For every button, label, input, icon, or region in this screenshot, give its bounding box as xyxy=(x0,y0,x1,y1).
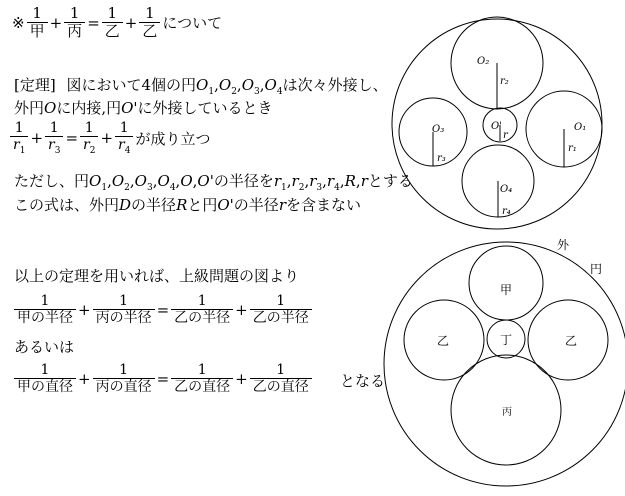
header-formula: ※ $\frac{1}{\text{甲}}$ + $\frac{1}{\text{丙}}$ = $\frac{1}{\text{乙}}$ + $\frac{1}{\text{乙}}$ について xyxy=(12,4,223,40)
label-hei: 丙 xyxy=(502,407,512,418)
label-r: r xyxy=(503,130,508,141)
label-r1: r₁ xyxy=(568,143,577,154)
label-r3: r₃ xyxy=(437,153,446,164)
label-o2: O₂ xyxy=(477,56,490,67)
label-o1: O₁ xyxy=(574,122,587,133)
frac-otsu-1: $\frac{1}{\text{乙}}$ xyxy=(102,6,123,39)
label-r2: r₂ xyxy=(500,76,509,87)
label-o4: O₄ xyxy=(500,184,513,195)
frac-r2: $\frac{1}{r_2}$ xyxy=(80,121,98,156)
header-about: について xyxy=(162,14,223,32)
theorem-line-5: この式は、外円Dの半径Rと円O'の半径rを含まない xyxy=(14,196,361,214)
frac-otsu-2: $\frac{1}{\text{乙}}$ xyxy=(139,6,160,39)
reference-mark: ※ xyxy=(12,13,25,32)
label-kou: 甲 xyxy=(500,283,513,297)
label-r4: r₄ xyxy=(502,206,511,217)
frac-hei: $\frac{1}{\text{丙}}$ xyxy=(64,6,85,39)
label-o3: O₃ xyxy=(432,124,445,135)
label-otsu-right: 乙 xyxy=(565,334,578,348)
frac-r1: $\frac{1}{r_1}$ xyxy=(10,121,28,156)
label-tei: 丁 xyxy=(500,333,513,347)
label-outer-1: 外 xyxy=(557,238,570,252)
or-text: あるいは xyxy=(14,338,75,356)
frac-r3: $\frac{1}{r_3}$ xyxy=(45,121,63,156)
becomes-text: となる xyxy=(340,372,386,390)
radius-formula: $\frac{1}{\text{甲の半径}}$ + $\frac{1}{\text{丙の半径}}$ = $\frac{1}{\text{乙の半径}}$ + $\frac{1}{\text{乙の半径}}$ xyxy=(14,294,312,325)
theorem-line-1: [定理] 図において4個の円$O_1,O_2,O_3,O_4$は次々外接し、 xyxy=(14,76,388,97)
label-oprime: O' xyxy=(491,121,502,132)
label-otsu-left: 乙 xyxy=(437,334,450,348)
frac-kou: $\frac{1}{\text{甲}}$ xyxy=(27,6,48,39)
holds-text: が成り立つ xyxy=(135,129,211,148)
diameter-formula: $\frac{1}{\text{甲の直径}}$ + $\frac{1}{\text{丙の直径}}$ = $\frac{1}{\text{乙の直径}}$ + $\frac{1}{\text{乙の直径}}$ xyxy=(14,363,312,394)
frac-r4: $\frac{1}{r_4}$ xyxy=(115,121,133,156)
theorem-formula: $\frac{1}{r_1}$ + $\frac{1}{r_3}$ = $\frac{1}{r_2}$ + $\frac{1}{r_4}$ が成り立つ xyxy=(10,121,213,156)
application-intro: 以上の定理を用いれば、上級問題の図より xyxy=(14,267,300,285)
theorem-label: [定理] xyxy=(14,76,56,94)
label-outer-2: 円 xyxy=(590,262,603,276)
theorem-line-4: ただし、円$O_1,O_2,O_3,O_4,O,O'$の半径を$r_1,r_2,r_3,r_4,R,r$とする xyxy=(14,172,413,193)
theorem-line-2: 外円Oに内接,円O'に外接しているとき xyxy=(14,99,273,117)
bottom-outer-circle xyxy=(384,242,625,486)
